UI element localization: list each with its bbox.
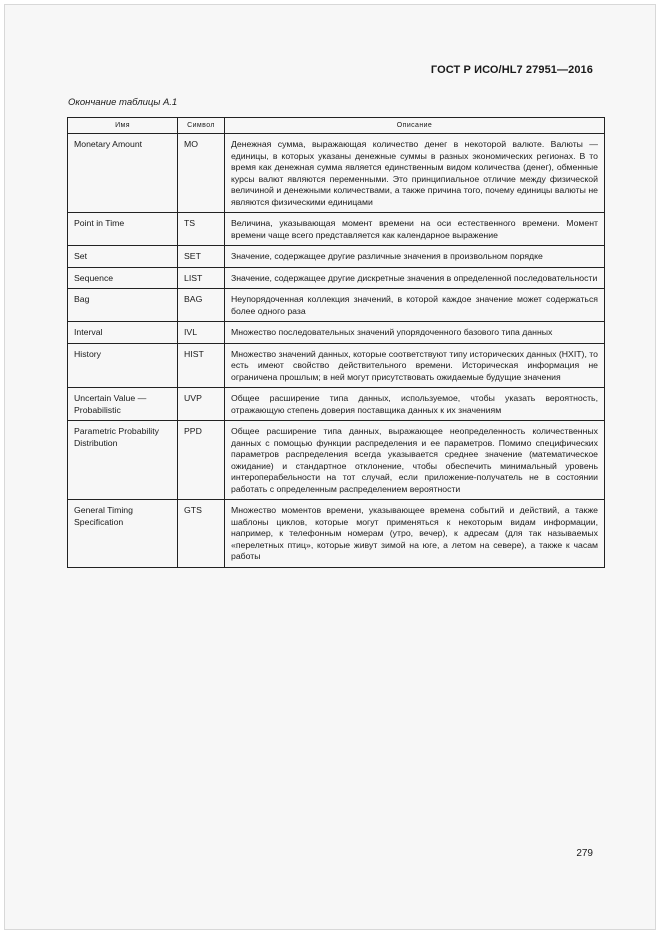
- table-caption: Окончание таблицы А.1: [68, 97, 178, 108]
- cell-name: General Timing Specification: [68, 500, 178, 568]
- table-row: [68, 343, 605, 388]
- cell-description: Значение, содержащее другие различные значения в произвольном порядке: [225, 246, 605, 268]
- table-row: [68, 134, 605, 213]
- cell-symbol: UVP: [178, 388, 225, 421]
- document-page: [4, 4, 656, 930]
- cell-symbol: PPD: [178, 421, 225, 500]
- cell-name: Sequence: [68, 267, 178, 289]
- cell-name: Set: [68, 246, 178, 268]
- page-number: 279: [576, 848, 593, 859]
- cell-symbol: MO: [178, 134, 225, 213]
- cell-symbol: GTS: [178, 500, 225, 568]
- column-header-name: Имя: [68, 118, 178, 134]
- table-row: [68, 289, 605, 322]
- cell-name: Interval: [68, 322, 178, 344]
- cell-description: Множество моментов времени, указывающее времена событий и действий, а также шаблоны циклов, которые могут применяться к некоторым видам информации, например, к телефонным номерам (утро, вечер), к адресам (для так называемых «перелетных птиц», которые живут зимой на юге, а летом на севере), а также к часам работы: [225, 500, 605, 568]
- table-header-row: [68, 118, 605, 134]
- standard-designation: ГОСТ Р ИСО/HL7 27951—2016: [430, 64, 593, 76]
- cell-description: Множество значений данных, которые соответствуют типу исторических данных (HXIT), то есть имеют свойство действительного времени. Историческая информация не ограничена прошлым; в ней могут присутствовать ожидаемые будущие значения: [225, 343, 605, 388]
- cell-description: Значение, содержащее другие дискретные значения в определенной последовательности: [225, 267, 605, 289]
- table-row: [68, 322, 605, 344]
- table-row: [68, 388, 605, 421]
- cell-name: Point in Time: [68, 213, 178, 246]
- cell-name: Monetary Amount: [68, 134, 178, 213]
- cell-name: History: [68, 343, 178, 388]
- cell-description: Неупорядоченная коллекция значений, в которой каждое значение может содержаться более одного раза: [225, 289, 605, 322]
- cell-name: Bag: [68, 289, 178, 322]
- cell-symbol: TS: [178, 213, 225, 246]
- cell-description: Общее расширение типа данных, используемое, чтобы указать вероятность, отражающую степень доверия поставщика данных к их значениям: [225, 388, 605, 421]
- cell-symbol: IVL: [178, 322, 225, 344]
- cell-name: Uncertain Value — Probabilistic: [68, 388, 178, 421]
- data-types-table: [67, 117, 605, 568]
- table-row: [68, 421, 605, 500]
- cell-symbol: BAG: [178, 289, 225, 322]
- cell-symbol: LIST: [178, 267, 225, 289]
- table-row: [68, 267, 605, 289]
- cell-description: Величина, указывающая момент времени на оси естественного времени. Момент времени чаще всего представляется как календарное выражение: [225, 213, 605, 246]
- cell-symbol: HIST: [178, 343, 225, 388]
- table-row: [68, 500, 605, 568]
- cell-symbol: SET: [178, 246, 225, 268]
- cell-description: Множество последовательных значений упорядоченного базового типа данных: [225, 322, 605, 344]
- cell-description: Денежная сумма, выражающая количество денег в некоторой валюте. Валюты — единицы, в которых указаны денежные суммы в разных экономических регионах. В то время как денежная сумма является единственным видом количества (денег), обменные курсы валют являются переменными. Это принципиальное отличие между физической величиной и денежными количествами, а также причина того, почему единицы валюты не являются физическими единицами: [225, 134, 605, 213]
- column-header-description: Описание: [225, 118, 605, 134]
- table-row: [68, 246, 605, 268]
- table-row: [68, 213, 605, 246]
- cell-name: Parametric Probability Distribution: [68, 421, 178, 500]
- column-header-symbol: Символ: [178, 118, 225, 134]
- cell-description: Общее расширение типа данных, выражающее неопределенность количественных данных с помощью функции распределения и ее параметров. Помимо специфических параметров распределения всегда указывается среднее значение (математическое ожидание) и стандартное отклонение, чтобы обеспечить минимальный уровень интероперабельности на тот случай, если приложение-получатель не в состоянии работать с определенным распределением вероятности: [225, 421, 605, 500]
